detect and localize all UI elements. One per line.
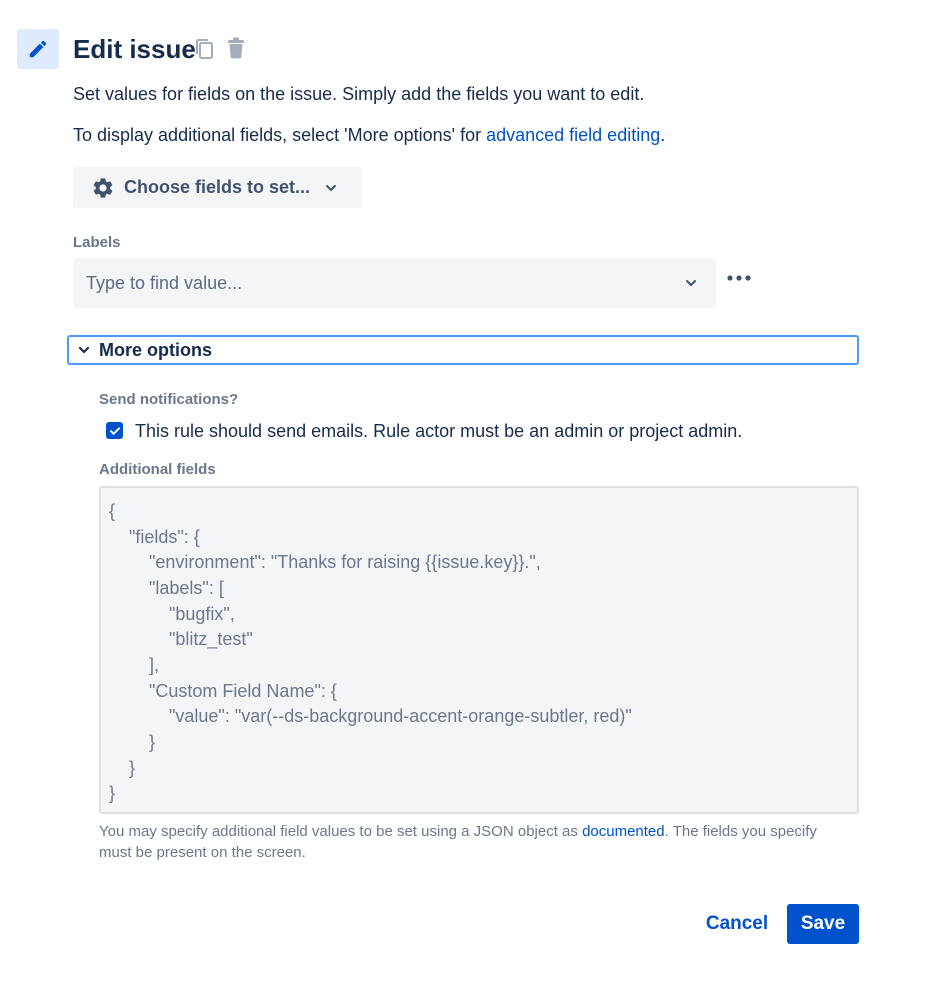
send-notifications-label: Send notifications?: [99, 391, 239, 408]
json-line: "environment": "Thanks for raising {{issue.key}}.",: [109, 552, 541, 572]
additional-fields-label: Additional fields: [99, 461, 216, 478]
pencil-icon: [27, 38, 49, 60]
more-options-toggle[interactable]: [67, 335, 859, 365]
json-line: "fields": {: [109, 527, 200, 547]
copy-icon[interactable]: [194, 37, 216, 66]
advanced-field-editing-link[interactable]: advanced field editing: [486, 125, 661, 145]
documented-link[interactable]: documented: [582, 823, 665, 840]
json-line: }: [109, 758, 136, 778]
json-line: }: [109, 783, 116, 803]
additional-fields-textarea[interactable]: [99, 486, 859, 814]
additional-fields-help: [99, 821, 839, 863]
labels-select[interactable]: [73, 258, 716, 308]
page-title: Edit issue: [73, 34, 196, 64]
chevron-down-icon: [684, 276, 698, 290]
send-emails-checkbox-label: This rule should send emails. Rule actor must be an admin or project admin.: [135, 421, 743, 441]
save-button[interactable]: Save: [787, 904, 859, 944]
json-line: "blitz_test": [109, 629, 253, 649]
description-line-1: Set values for fields on the issue. Simply add the fields you want to edit.: [73, 84, 645, 104]
gear-icon: [91, 176, 115, 200]
json-line: }: [109, 732, 156, 752]
description-line-2-suffix: .: [660, 125, 666, 145]
more-options-label: More options: [99, 339, 212, 360]
json-line: "bugfix",: [109, 604, 235, 624]
chevron-down-icon: [77, 343, 91, 357]
choose-fields-button[interactable]: [73, 167, 362, 208]
more-actions-icon[interactable]: [726, 268, 752, 293]
send-emails-checkbox[interactable]: [106, 422, 123, 439]
checkmark-icon: [109, 425, 121, 437]
labels-field-label: Labels: [73, 234, 121, 251]
trash-icon[interactable]: [225, 36, 247, 65]
chevron-down-icon: [324, 181, 338, 195]
help-suffix: . The fields you specify must be present on the screen.: [99, 823, 817, 861]
json-line: {: [109, 501, 116, 521]
labels-select-placeholder: Type to find value...: [86, 272, 243, 293]
help-prefix: You may specify additional field values to be set using a JSON object as: [99, 823, 583, 840]
json-line: "Custom Field Name": {: [109, 681, 337, 701]
cancel-button[interactable]: Cancel: [705, 913, 769, 934]
json-line: "labels": [: [109, 578, 224, 598]
description-line-2: [73, 123, 665, 147]
json-line: ],: [109, 655, 160, 675]
description-line-2-prefix: To display additional fields, select 'More options' for: [73, 125, 487, 145]
json-line: "value": "var(--ds-background-accent-orange-subtler, red)": [109, 706, 632, 726]
choose-fields-label: Choose fields to set...: [124, 177, 311, 197]
edit-issue-icon-box: [17, 29, 59, 69]
